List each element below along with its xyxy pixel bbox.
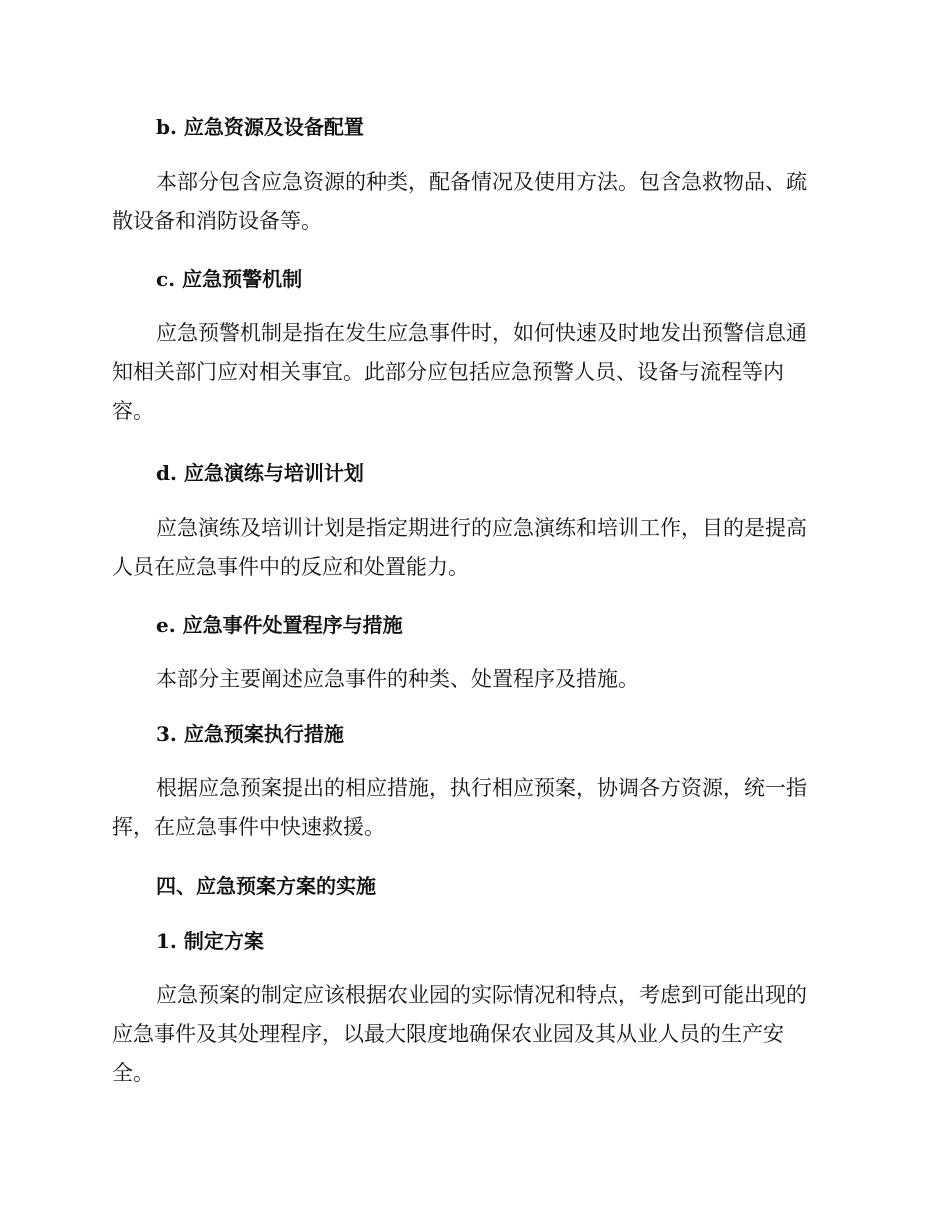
paragraph-line: 散设备和消防设备等。 — [112, 209, 322, 233]
paragraph-incident-procedures — [112, 660, 837, 699]
paragraph-execution-measures — [112, 769, 837, 847]
paragraph-line: 人员在应急事件中的反应和处置能力。 — [112, 555, 469, 579]
heading-drills-training: d. 应急演练与培训计划 — [156, 461, 364, 485]
paragraph-line: 挥，在应急事件中快速救援。 — [112, 815, 385, 839]
paragraph-early-warning — [112, 314, 837, 431]
paragraph-line: 应急预警机制是指在发生应急事件时，如何快速及时地发出预警信息通 — [156, 321, 807, 345]
heading-early-warning: c. 应急预警机制 — [156, 267, 303, 291]
paragraph-line: 根据应急预案提出的相应措施，执行相应预案，协调各方资源，统一指 — [156, 776, 807, 800]
paragraph-line: 全。 — [112, 1061, 154, 1085]
paragraph-drills-training — [112, 509, 837, 587]
paragraph-formulate-plan — [112, 976, 837, 1093]
paragraph-line: 应急预案的制定应该根据农业园的实际情况和特点，考虑到可能出现的 — [156, 983, 807, 1007]
paragraph-line: 知相关部门应对相关事宜。此部分应包括应急预警人员、设备与流程等内 — [112, 360, 784, 384]
heading-incident-procedures: e. 应急事件处置程序与措施 — [156, 613, 403, 637]
heading-implementation: 四、应急预案方案的实施 — [156, 874, 376, 898]
paragraph-emergency-resources — [112, 163, 837, 241]
paragraph-line: 应急演练及培训计划是指定期进行的应急演练和培训工作，目的是提高 — [156, 516, 807, 540]
heading-emergency-resources: b. 应急资源及设备配置 — [156, 115, 364, 139]
heading-execution-measures: 3. 应急预案执行措施 — [156, 722, 344, 746]
paragraph-line: 容。 — [112, 399, 154, 423]
paragraph-line: 本部分包含应急资源的种类，配备情况及使用方法。包含急救物品、疏 — [156, 170, 807, 194]
paragraph-line: 应急事件及其处理程序，以最大限度地确保农业园及其从业人员的生产安 — [112, 1022, 784, 1046]
paragraph-line: 本部分主要阐述应急事件的种类、处置程序及措施。 — [156, 667, 639, 691]
heading-formulate-plan: 1. 制定方案 — [156, 929, 264, 953]
